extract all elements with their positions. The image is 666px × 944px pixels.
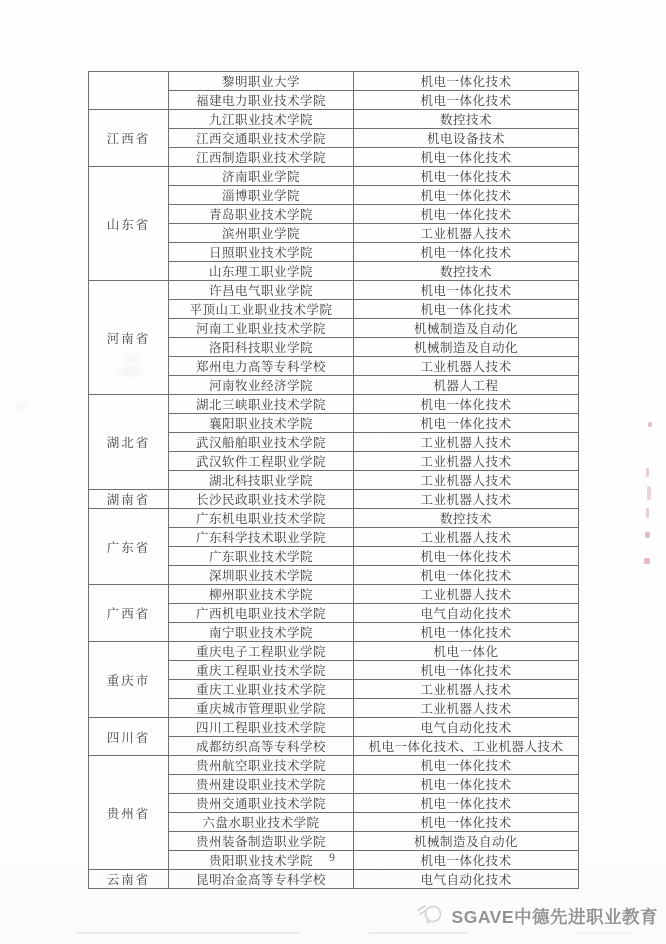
province-cell: 贵州省 [89, 756, 169, 870]
globe-swoosh-icon [416, 901, 446, 932]
program-cell: 工业机器人技术 [354, 357, 579, 376]
program-cell: 数控技术 [354, 509, 579, 528]
school-cell: 青岛职业技术学院 [169, 205, 354, 224]
table-row [89, 756, 579, 775]
program-cell: 机电一体化 [354, 642, 579, 661]
program-cell: 机电一体化技术 [354, 186, 579, 205]
school-cell: 江西制造职业技术学院 [169, 148, 354, 167]
school-cell: 贵州装备制造职业学院 [169, 832, 354, 851]
school-cell: 洛阳科技职业学院 [169, 338, 354, 357]
scan-smudge [16, 402, 26, 410]
program-cell: 机器人工程 [354, 376, 579, 395]
program-cell: 机电一体化技术 [354, 148, 579, 167]
school-cell: 黎明职业大学 [169, 72, 354, 91]
province-cell: 广东省 [89, 509, 169, 585]
school-cell: 贵州建设职业技术学院 [169, 775, 354, 794]
program-cell: 机电一体化技术 [354, 395, 579, 414]
school-cell: 福建电力职业技术学院 [169, 91, 354, 110]
school-cell: 襄阳职业技术学院 [169, 414, 354, 433]
school-cell: 柳州职业技术学院 [169, 585, 354, 604]
program-cell: 机电一体化技术 [354, 623, 579, 642]
program-cell: 机电一体化技术 [354, 775, 579, 794]
program-cell: 机电一体化技术 [354, 547, 579, 566]
program-cell: 工业机器人技术 [354, 490, 579, 509]
school-cell: 淄博职业学院 [169, 186, 354, 205]
program-cell: 工业机器人技术 [354, 680, 579, 699]
program-cell: 机电一体化技术 [354, 756, 579, 775]
school-cell: 深圳职业技术学院 [169, 566, 354, 585]
school-cell: 成都纺织高等专科学校 [169, 737, 354, 756]
school-cell: 许昌电气职业学院 [169, 281, 354, 300]
program-cell: 工业机器人技术 [354, 699, 579, 718]
table-row [89, 110, 579, 129]
program-cell: 工业机器人技术 [354, 224, 579, 243]
program-cell: 机械制造及自动化 [354, 832, 579, 851]
table-row [89, 870, 579, 889]
program-cell: 机电一体化技术 [354, 794, 579, 813]
school-cell: 武汉软件工程职业学院 [169, 452, 354, 471]
school-cell: 山东理工职业学院 [169, 262, 354, 281]
program-cell: 机电一体化技术 [354, 851, 579, 870]
program-cell: 机电一体化技术 [354, 205, 579, 224]
school-cell: 广东职业技术学院 [169, 547, 354, 566]
school-cell: 广西机电职业技术学院 [169, 604, 354, 623]
program-cell: 机电一体化技术 [354, 91, 579, 110]
school-cell: 郑州电力高等专科学校 [169, 357, 354, 376]
program-cell: 机电一体化技术 [354, 281, 579, 300]
school-cell: 重庆电子工程职业学院 [169, 642, 354, 661]
school-cell: 滨州职业学院 [169, 224, 354, 243]
school-cell: 平顶山工业职业技术学院 [169, 300, 354, 319]
program-cell: 电气自动化技术 [354, 870, 579, 889]
school-cell: 济南职业学院 [169, 167, 354, 186]
table-row [89, 718, 579, 737]
program-cell: 机电设备技术 [354, 129, 579, 148]
province-cell: 湖南省 [89, 490, 169, 509]
province-cell: 河南省 [89, 281, 169, 395]
school-cell: 武汉船舶职业技术学院 [169, 433, 354, 452]
program-cell: 数控技术 [354, 262, 579, 281]
program-cell: 工业机器人技术 [354, 528, 579, 547]
school-cell: 重庆工程职业技术学院 [169, 661, 354, 680]
table-row [89, 490, 579, 509]
program-cell: 机电一体化技术 [354, 813, 579, 832]
school-cell: 九江职业技术学院 [169, 110, 354, 129]
program-cell: 工业机器人技术 [354, 585, 579, 604]
school-cell: 昆明冶金高等专科学校 [169, 870, 354, 889]
school-cell: 河南工业职业技术学院 [169, 319, 354, 338]
program-cell: 工业机器人技术 [354, 433, 579, 452]
school-cell: 重庆工业职业技术学院 [169, 680, 354, 699]
province-cell [89, 72, 169, 110]
school-cell: 六盘水职业技术学院 [169, 813, 354, 832]
scan-smudge [118, 366, 144, 376]
program-cell: 机电一体化技术 [354, 243, 579, 262]
program-cell: 机械制造及自动化 [354, 319, 579, 338]
school-cell: 湖北三峡职业技术学院 [169, 395, 354, 414]
scan-artifact-line [368, 932, 468, 934]
program-cell: 数控技术 [354, 110, 579, 129]
school-cell: 贵阳职业技术学院 [169, 851, 354, 870]
province-cell: 山东省 [89, 167, 169, 281]
school-cell: 江西交通职业技术学院 [169, 129, 354, 148]
program-cell: 电气自动化技术 [354, 604, 579, 623]
program-cell: 机械制造及自动化 [354, 338, 579, 357]
table-row [89, 585, 579, 604]
table-row [89, 395, 579, 414]
footer-logo-text: SGAVE中德先进职业教育 [451, 907, 658, 927]
school-cell: 贵州交通职业技术学院 [169, 794, 354, 813]
school-cell: 重庆城市管理职业学院 [169, 699, 354, 718]
scan-artifact-line [76, 932, 300, 934]
province-cell: 重庆市 [89, 642, 169, 718]
school-cell: 日照职业技术学院 [169, 243, 354, 262]
admission-table-body [89, 72, 579, 889]
province-cell: 湖北省 [89, 395, 169, 490]
school-cell: 四川工程职业技术学院 [169, 718, 354, 737]
table-row [89, 167, 579, 186]
province-cell: 四川省 [89, 718, 169, 756]
table-row [89, 281, 579, 300]
school-cell: 广东科学技术职业学院 [169, 528, 354, 547]
table-row [89, 509, 579, 528]
program-cell: 机电一体化技术 [354, 661, 579, 680]
school-cell: 南宁职业技术学院 [169, 623, 354, 642]
table-row [89, 72, 579, 91]
school-cell: 河南牧业经济学院 [169, 376, 354, 395]
school-cell: 广东机电职业技术学院 [169, 509, 354, 528]
ink-bleed-marks [638, 420, 658, 580]
program-cell: 机电一体化技术 [354, 566, 579, 585]
program-cell: 机电一体化技术 [354, 167, 579, 186]
province-school-program-table [88, 71, 579, 889]
province-cell: 云南省 [89, 870, 169, 889]
program-cell: 工业机器人技术 [354, 452, 579, 471]
program-cell: 工业机器人技术 [354, 471, 579, 490]
scan-smudge [124, 354, 138, 362]
province-cell: 江西省 [89, 110, 169, 167]
footer-watermark-logo [416, 901, 658, 932]
province-cell: 广西省 [89, 585, 169, 642]
school-cell: 湖北科技职业学院 [169, 471, 354, 490]
scan-artifact-line [577, 932, 633, 934]
school-cell: 贵州航空职业技术学院 [169, 756, 354, 775]
program-cell: 机电一体化技术 [354, 72, 579, 91]
school-cell: 长沙民政职业技术学院 [169, 490, 354, 509]
program-cell: 机电一体化技术 [354, 414, 579, 433]
table-row [89, 642, 579, 661]
program-cell: 电气自动化技术 [354, 718, 579, 737]
program-cell: 机电一体化技术、工业机器人技术 [354, 737, 579, 756]
program-cell: 机电一体化技术 [354, 300, 579, 319]
page-number: 9 [329, 852, 335, 864]
